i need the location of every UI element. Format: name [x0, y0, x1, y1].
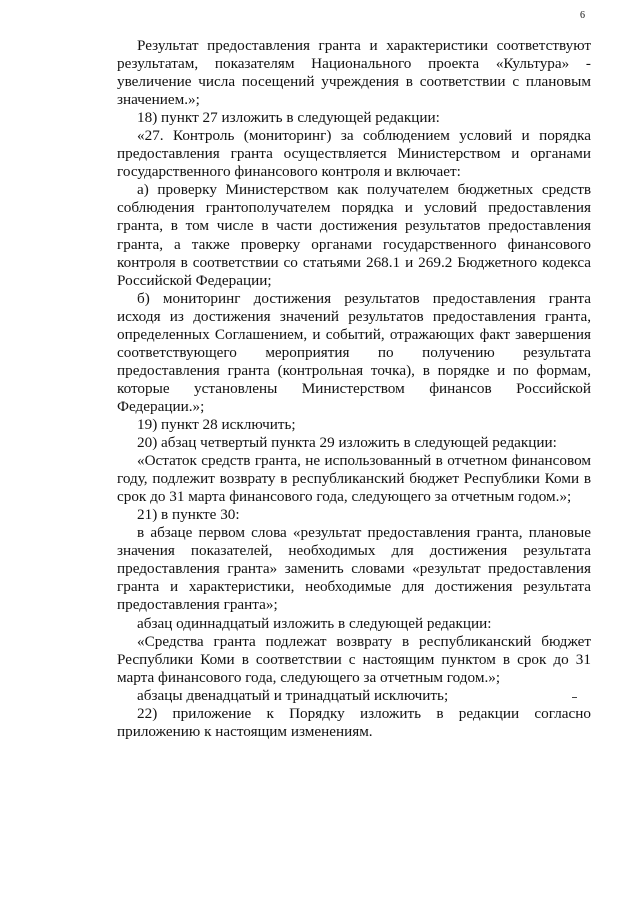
paragraph-subitem-b: б) мониторинг достижения результатов предоставления гранта исходя из достижения значений результатов предоставления гранта, определенных Соглашением, и событий, отражающих факт завершения соответствующего мероприятия по получению результата предоставления гранта (контрольная точка), в порядке и по формам, которые установлены Министерством финансов Российской Федерации.»;: [117, 289, 591, 415]
paragraph-grant-balance: «Остаток средств гранта, не использованный в отчетном финансовом году, подлежит возврату в республиканский бюджет Республики Коми в срок до 31 марта финансового года, следующего за отчетным годом.»;: [117, 452, 591, 506]
paragraph-item-19: 19) пункт 28 исключить;: [137, 415, 296, 433]
paragraph-point-27: «27. Контроль (мониторинг) за соблюдением условий и порядка предоставления гранта осуществляется Министерством и органами государственного финансового контроля и включает:: [117, 127, 591, 181]
paragraph-eleventh-heading: абзац одиннадцатый изложить в следующей редакции:: [137, 614, 492, 632]
paragraph-grant-return: «Средства гранта подлежат возврату в республиканский бюджет Республики Коми в соответствии с настоящим пунктом в срок до 31 марта финансового года, следующего за отчетным годом.»;: [117, 632, 591, 686]
scan-mark: [572, 697, 577, 698]
page-number: 6: [580, 10, 585, 21]
paragraph-item-21: 21) в пункте 30:: [137, 506, 240, 524]
paragraph-exclusions: абзацы двенадцатый и тринадцатый исключить;: [137, 686, 449, 704]
paragraph-result-statement: Результат предоставления гранта и характеристики соответствуют результатам, показателям Национального проекта «Культура» - увеличение числа посещений учреждения в соответствии с плановым значением.»;: [117, 37, 591, 109]
paragraph-item-20: 20) абзац четвертый пункта 29 изложить в следующей редакции:: [137, 434, 557, 452]
document-body: [117, 37, 591, 741]
paragraph-item-18: 18) пункт 27 изложить в следующей редакции:: [137, 109, 440, 127]
paragraph-item-22: 22) приложение к Порядку изложить в редакции согласно приложению к настоящим изменениям.: [117, 704, 591, 740]
paragraph-first-paragraph-change: в абзаце первом слова «результат предоставления гранта, плановые значения показателей, необходимых для достижения результата предоставления гранта» заменить словами «результат предоставления гранта и характеристики, необходимые для достижения результата предоставления гранта»;: [117, 524, 591, 614]
paragraph-subitem-a: а) проверку Министерством как получателем бюджетных средств соблюдения грантополучателем порядка и условий предоставления гранта, в том числе в части достижения результатов предоставления гранта, а также проверку органами государственного финансового контроля в соответствии со статьями 268.1 и 269.2 Бюджетного кодекса Российской Федерации;: [117, 181, 591, 289]
